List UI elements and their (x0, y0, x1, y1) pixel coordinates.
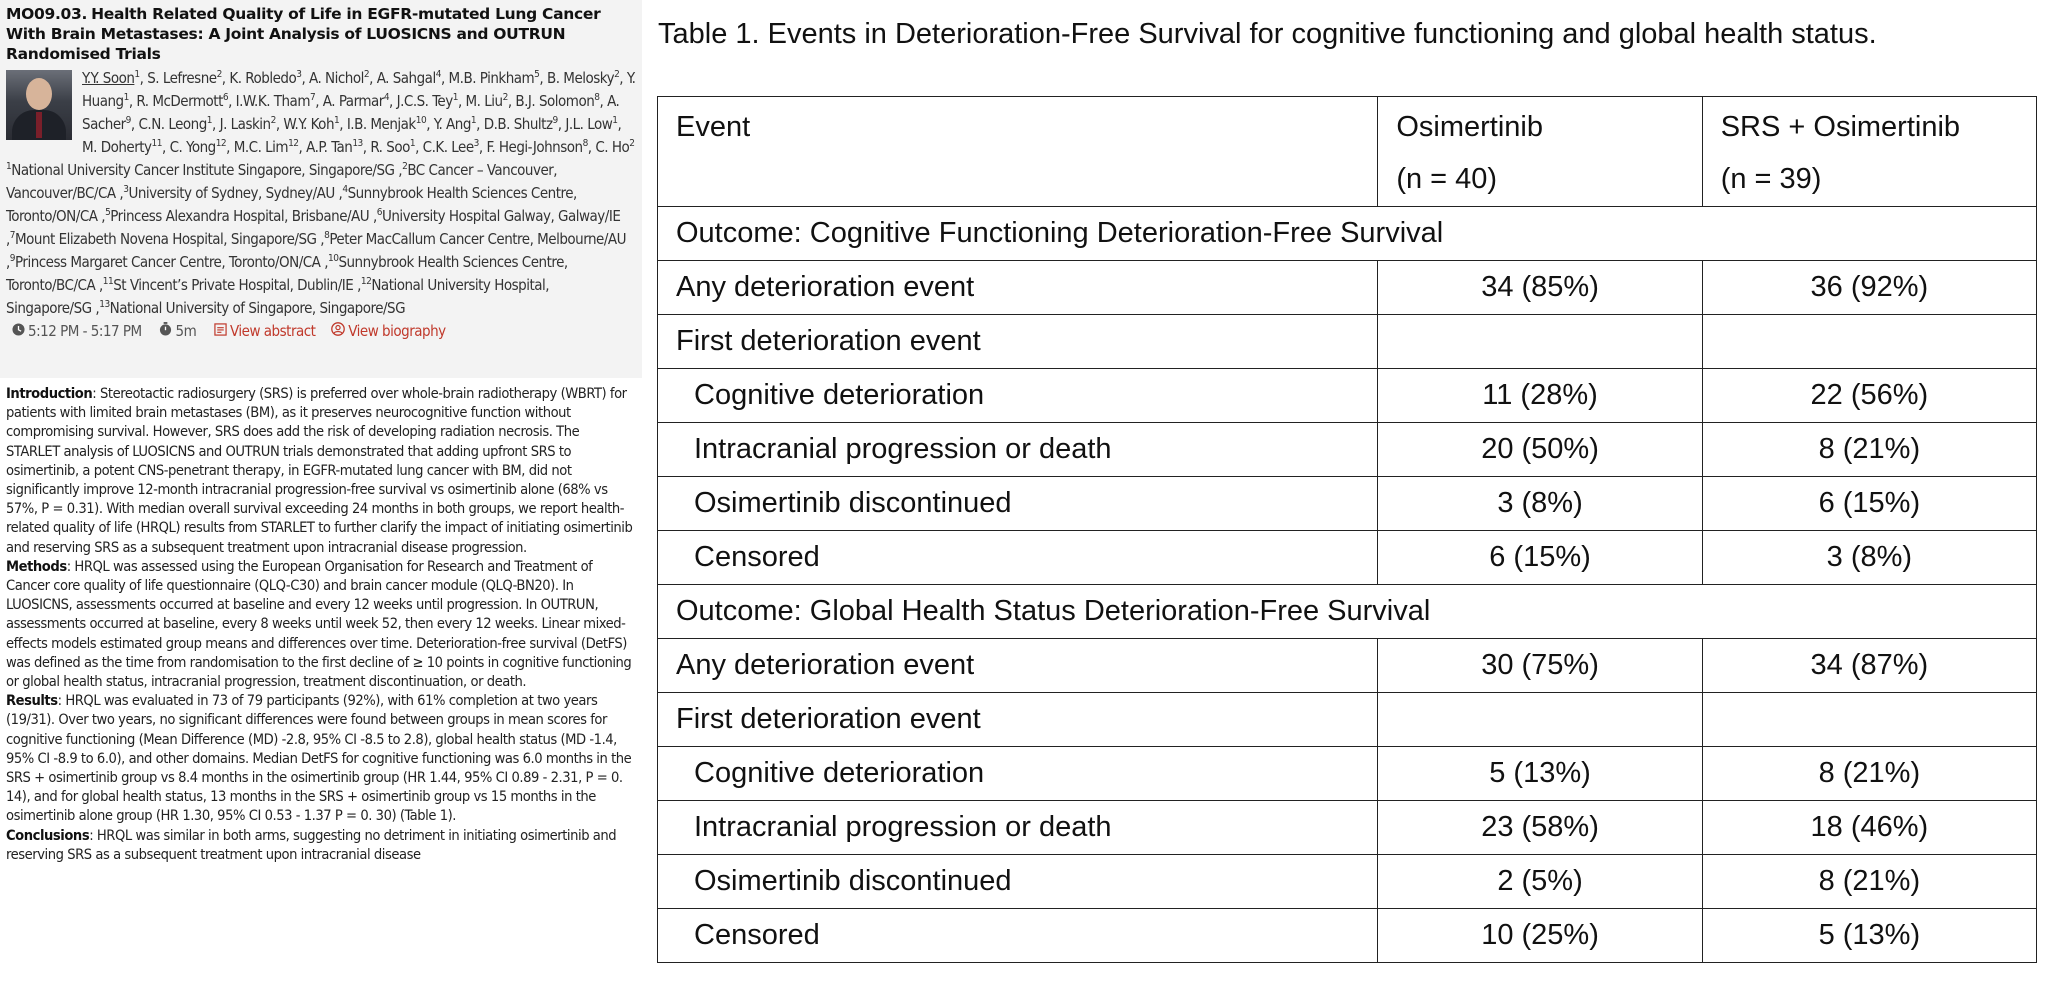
header-srs-osimertinib (1702, 97, 2036, 207)
author-affiliation-ref: 1 (206, 115, 213, 126)
author-affiliation-ref: 9 (552, 115, 558, 126)
event-label: Intracranial progression or death (658, 423, 1378, 477)
author-name: R. Soo (370, 138, 410, 156)
event-label: Any deterioration event (658, 639, 1378, 693)
session-duration: 5m (175, 322, 197, 340)
abstract-header (0, 0, 642, 378)
event-label: Cognitive deterioration (658, 747, 1378, 801)
conclusions-label: Conclusions (6, 826, 90, 844)
affiliation-text: University Hospital Galway, Galway/IE (381, 207, 621, 225)
header-osimertinib (1378, 97, 1702, 207)
author-affiliation-ref: 1 (409, 138, 416, 149)
affiliation-number: 4 (342, 184, 348, 195)
event-label: First deterioration event (658, 693, 1378, 747)
osimertinib-value: 5 (13%) (1378, 747, 1702, 801)
author-name: I.W.K. Tham (235, 92, 310, 110)
view-biography-link[interactable]: View biography (348, 322, 446, 340)
event-label: Any deterioration event (658, 261, 1378, 315)
affiliation-text: Sunnybrook Health Sciences Centre, Toronto/ON/CA (6, 184, 577, 225)
table-row (658, 801, 2037, 855)
event-label: Cognitive deterioration (658, 369, 1378, 423)
outcome-label: Outcome: Global Health Status Deterioration-Free Survival (658, 585, 2037, 639)
affiliation-number: 1 (6, 161, 12, 172)
author-name: C. Ho (595, 138, 630, 156)
methods-paragraph (6, 557, 636, 691)
author-name: I.B. Menjak (346, 115, 416, 133)
author-affiliation-ref: 8 (582, 138, 588, 149)
conclusions-paragraph (6, 826, 636, 864)
osimertinib-value: 3 (8%) (1378, 477, 1702, 531)
author-name: K. Robledo (229, 69, 297, 87)
table-panel (655, 0, 2045, 988)
abstract-title-text: Health Related Quality of Life in EGFR-mutated Lung Cancer With Brain Metastases: A Joint Analysis of LUOSICNS and OUTRUN Randomised Trials (6, 5, 601, 63)
affiliation-text: BC Cancer – Vancouver, Vancouver/BC/CA (6, 161, 558, 202)
author-name: A. Nichol (309, 69, 364, 87)
table-row (658, 855, 2037, 909)
srs-osimertinib-value: 34 (87%) (1702, 639, 2036, 693)
clock-icon (12, 320, 25, 342)
author-affiliation-ref: 3 (473, 138, 479, 149)
header-osimertinib-name: Osimertinib (1396, 111, 1543, 143)
osimertinib-value (1378, 693, 1702, 747)
author-name: C.K. Lee (422, 138, 474, 156)
srs-osimertinib-value: 18 (46%) (1702, 801, 2036, 855)
author-name: M.C. Lim (233, 138, 289, 156)
methods-label: Methods (6, 557, 67, 575)
table-row (658, 909, 2037, 963)
affiliation-number: 8 (324, 230, 330, 241)
affiliation-number: 10 (327, 253, 339, 264)
author-name: J. Laskin (219, 115, 271, 133)
osimertinib-value: 6 (15%) (1378, 531, 1702, 585)
session-meta (6, 320, 636, 342)
srs-osimertinib-value: 6 (15%) (1702, 477, 2036, 531)
author-affiliation-ref: 4 (435, 69, 441, 80)
author-affiliation-ref: 11 (151, 138, 162, 149)
srs-osimertinib-value (1702, 315, 2036, 369)
author-affiliation-ref: 1 (123, 92, 129, 103)
srs-osimertinib-value: 3 (8%) (1702, 531, 2036, 585)
affiliation-number: 11 (102, 276, 114, 287)
affiliation-text: National University Hospital, Singapore/SG (6, 276, 550, 317)
event-label: Osimertinib discontinued (658, 477, 1378, 531)
affiliation-number: 7 (9, 230, 16, 241)
author-name: A. Sacher (82, 92, 620, 133)
author-affiliation-ref: 12 (288, 138, 299, 149)
author-name: Y. Ang (433, 115, 471, 133)
affiliation-text: Sunnybrook Health Sciences Centre, Toronto/BC/CA (6, 253, 568, 294)
osimertinib-value: 11 (28%) (1378, 369, 1702, 423)
author-name: J.C.S. Tey (396, 92, 453, 110)
header-osimertinib-n: (n = 40) (1396, 163, 1498, 195)
author-name: S. Lefresne (147, 69, 217, 87)
affiliation-text: St Vincent’s Private Hospital, Dublin/IE (113, 276, 354, 294)
affiliation-number: 5 (105, 207, 111, 218)
author-name: J.L. Low (565, 115, 613, 133)
srs-osimertinib-value: 8 (21%) (1702, 855, 2036, 909)
methods-text: : HRQL was assessed using the European Organisation for Research and Treatment of Cancer core quality of life questionnaire (QLQ-C30) and brain cancer module (QLQ-BN20). In LUOSICNS, assessments occurred at baseline and every 12 weeks until progression. In OUTRUN, assessments occurred at baseline, every 8 weeks until week 52, then every 12 weeks. Linear mixed- effects models estimated group means and differences over time. Deterioration-free survival (DetFS) was defined as the time from randomisation to the first decline of ≥ 10 points in cognitive functioning or global health status, intracranial progression, treatment discontinuation, or death. (6, 557, 632, 691)
author-name: A. Sahgal (376, 69, 436, 87)
osimertinib-value: 10 (25%) (1378, 909, 1702, 963)
author-name: C. Yong (169, 138, 216, 156)
affiliation-text: University of Sydney, Sydney/AU (128, 184, 335, 202)
introduction-text: : Stereotactic radiosurgery (SRS) is preferred over whole-brain radiotherapy (WBRT) for patients with limited brain metastases (BM), as it preserves neurocognitive function without compromising survival. However, SRS does add the risk of developing radiation necrosis. The STARLET analysis of LUOSICNS and OUTRUN trials demonstrated that adding upfront SRS to osimertinib, a potent CNS-penetrant therapy, in EGFR-mutated lung cancer with BM, did not significantly improve 12-month intracranial progression-free survival vs osimertinib alone (68% vs 57%, P = 0.31). With median overall survival exceeding 24 months in both groups, we report health-related quality of life (HRQL) results from STARLET to further clarify the impact of initiating osimertinib and reserving SRS as a subsequent treatment upon intracranial disease progression. (6, 385, 633, 556)
introduction-label: Introduction (6, 385, 93, 402)
abstract-code: MO09.03. (6, 5, 88, 23)
author-affiliation-ref: 2 (502, 92, 508, 103)
results-text: : HRQL was evaluated in 73 of 79 participants (92%), with 61% completion at two years (19/31). Over two years, no significant differences were found between groups in mean scores for cognitive functioning (Mean Difference (MD) -2.8, 95% CI -8.5 to 2.8), global health status (MD -1.4, 95% CI -8.9 to 6.0), and other domains. Median DetFS for cognitive functioning was 6.0 months in the SRS + osimertinib group vs 8.4 months in the osimertinib group (HR 1.44, 95% CI 0.89 - 2.31, P = 0. 14), and for global health status, 13 months in the SRS + osimertinib group vs 15 months in the osimertinib alone group (HR 1.30, 95% CI 0.53 - 1.37 P = 0. 30) (Table 1). (6, 692, 632, 825)
table-row (658, 369, 2037, 423)
view-abstract-link[interactable]: View abstract (230, 322, 316, 340)
event-label: First deterioration event (658, 315, 1378, 369)
event-label: Censored (658, 531, 1378, 585)
author-block (6, 67, 636, 342)
author-affiliation-ref: 8 (594, 92, 600, 103)
table-row (658, 639, 2037, 693)
results-label: Results (6, 692, 58, 710)
header-srs-name: SRS + Osimertinib (1720, 111, 1961, 143)
author-affiliation-ref: 1 (452, 92, 458, 103)
srs-osimertinib-value: 22 (56%) (1702, 369, 2036, 423)
affiliation-text: Mount Elizabeth Novena Hospital, Singapore/SG (15, 230, 317, 248)
affiliation-text: Princess Alexandra Hospital, Brisbane/AU (110, 207, 370, 225)
table-caption: Table 1. Events in Deterioration-Free Survival for cognitive functioning and global health status. (658, 18, 1877, 50)
author-list: Y.Y. Soon$^1$, S. Lefresne$^2$, K. Robledo$^3$, A. Nichol$^2$, A. Sahgal$^4$, M.B. Pinkham$^5$, B. Melosky$^2$, Y. Huang$^1$, R. McDermott$^6$, I.W.K. Tham$^7$, A. Parmar$^4$, J.C.S. Tey$^1$, M. Liu$^2$, B.J. Solomon$^8$, A. Sacher$^9$, C.N. Leong$^1$, J. Laskin$^2$, W.Y. Koh$^1$, I.B. Menjak$^{10}$, Y. Ang$^1$, D.B. Shultz$^9$, J.L. Low$^1$, M. Doherty$^{11}$, C. Yong$^{12}$, M.C. Lim$^{12}$, A.P. Tan$^{13}$, R. Soo$^1$, C.K. Lee$^3$, F. Hegi-Johnson$^8$, C. Ho$^2$ (82, 69, 636, 156)
event-label: Censored (658, 909, 1378, 963)
affiliation-text: Peter MacCallum Cancer Centre, Melbourne/AU (329, 230, 627, 248)
srs-osimertinib-value: 8 (21%) (1702, 747, 2036, 801)
author-affiliation-ref: 10 (415, 115, 427, 126)
author-affiliation-ref: 3 (296, 69, 302, 80)
table-row (658, 315, 2037, 369)
avatar[interactable] (6, 70, 72, 140)
osimertinib-value: 2 (5%) (1378, 855, 1702, 909)
srs-osimertinib-value (1702, 693, 2036, 747)
author-name: A.P. Tan (306, 138, 353, 156)
affiliation-number: 3 (123, 184, 129, 195)
author-affiliation-ref: 1 (470, 115, 477, 126)
abstract-title (6, 4, 636, 64)
table-row (658, 747, 2037, 801)
events-table (657, 96, 2037, 963)
author-affiliation-ref: 1 (612, 115, 618, 126)
table-row (658, 693, 2037, 747)
srs-osimertinib-value: 36 (92%) (1702, 261, 2036, 315)
table-row (658, 261, 2037, 315)
srs-osimertinib-value: 8 (21%) (1702, 423, 2036, 477)
affiliation-number: 13 (99, 299, 110, 310)
author-name: C.N. Leong (138, 115, 207, 133)
event-label: Osimertinib discontinued (658, 855, 1378, 909)
affiliation-number: 9 (9, 253, 16, 264)
osimertinib-value: 30 (75%) (1378, 639, 1702, 693)
affiliation-number: 6 (376, 207, 382, 218)
author-name: M.B. Pinkham (448, 69, 535, 87)
abstract-body (0, 378, 642, 864)
author-affiliation-ref: 13 (352, 138, 363, 149)
author-affiliation-ref: 4 (383, 92, 390, 103)
author-name: F. Hegi-Johnson (486, 138, 583, 156)
author-affiliation-ref: 2 (270, 115, 276, 126)
stopwatch-icon (159, 320, 172, 342)
abstract-panel (0, 0, 642, 988)
author-name: D.B. Shultz (483, 115, 553, 133)
affiliation-list: $^1$National University Cancer Institute Singapore, Singapore/SG ,$^2$BC Cancer – Vancouver, Vancouver/BC/CA ,$^3$University of Sydney, Sydney/AU ,$^4$Sunnybrook Health Sciences Centre, Toronto/ON/CA ,$^5$Princess Alexandra Hospital, Brisbane/AU ,$^6$University Hospital Galway, Galway/IE ,$^7$Mount Elizabeth Novena Hospital, Singapore/SG ,$^8$Peter MacCallum Cancer Centre, Melbourne/AU ,$^9$Princess Margaret Cancer Centre, Toronto/ON/CA ,$^{10}$Sunnybrook Health Sciences Centre, Toronto/BC/CA ,$^{11}$St Vincent’s Private Hospital, Dublin/IE ,$^{12}$National University Hospital, Singapore/SG ,$^{13}$National University of Singapore, Singapore/SG (6, 161, 627, 317)
author-affiliation-ref: 9 (125, 115, 131, 126)
author-name: W.Y. Koh (283, 115, 334, 133)
affiliation-text: Princess Margaret Cancer Centre, Toronto/ON/CA (15, 253, 321, 271)
author-name: M. Doherty (82, 138, 152, 156)
author-name[interactable]: Y.Y. Soon (82, 69, 135, 87)
author-name: M. Liu (465, 92, 503, 110)
table-row (658, 423, 2037, 477)
affiliation-number: 2 (402, 161, 408, 172)
table-row (658, 477, 2037, 531)
author-name: A. Parmar (322, 92, 384, 110)
author-name: B.J. Solomon (515, 92, 595, 110)
srs-osimertinib-value: 5 (13%) (1702, 909, 2036, 963)
author-affiliation-ref: 2 (614, 69, 620, 80)
conclusions-text: : HRQL was similar in both arms, suggesting no detriment in initiating osimertinib and reserving SRS as a subsequent treatment upon intracranial disease (6, 826, 617, 863)
introduction-paragraph (6, 384, 636, 557)
outcome-row (658, 207, 2037, 261)
affiliation-number: 12 (360, 276, 372, 287)
osimertinib-value (1378, 315, 1702, 369)
author-affiliation-ref: 2 (629, 138, 635, 149)
outcome-label: Outcome: Cognitive Functioning Deterioration-Free Survival (658, 207, 2037, 261)
osimertinib-value: 34 (85%) (1378, 261, 1702, 315)
table-header-row (658, 97, 2037, 207)
event-label: Intracranial progression or death (658, 801, 1378, 855)
author-affiliation-ref: 2 (363, 69, 370, 80)
author-name: Y. Huang (82, 69, 636, 110)
author-affiliation-ref: 6 (222, 92, 229, 103)
session-time: 5:12 PM - 5:17 PM (28, 322, 142, 340)
document-icon[interactable] (214, 320, 227, 342)
user-circle-icon[interactable] (331, 320, 345, 342)
author-affiliation-ref: 1 (134, 69, 140, 80)
author-affiliation-ref: 2 (216, 69, 222, 80)
author-affiliation-ref: 1 (334, 115, 340, 126)
table-row (658, 531, 2037, 585)
outcome-row (658, 585, 2037, 639)
header-event: Event (658, 97, 1378, 207)
osimertinib-value: 20 (50%) (1378, 423, 1702, 477)
author-name: B. Melosky (546, 69, 615, 87)
affiliation-text: National University of Singapore, Singapore/SG (109, 299, 406, 317)
results-paragraph (6, 691, 636, 825)
author-affiliation-ref: 12 (215, 138, 227, 149)
author-affiliation-ref: 7 (309, 92, 316, 103)
header-srs-n: (n = 39) (1720, 163, 1822, 195)
affiliation-text: National University Cancer Institute Singapore, Singapore/SG (11, 161, 395, 179)
author-affiliation-ref: 5 (534, 69, 540, 80)
author-name: R. McDermott (136, 92, 223, 110)
osimertinib-value: 23 (58%) (1378, 801, 1702, 855)
